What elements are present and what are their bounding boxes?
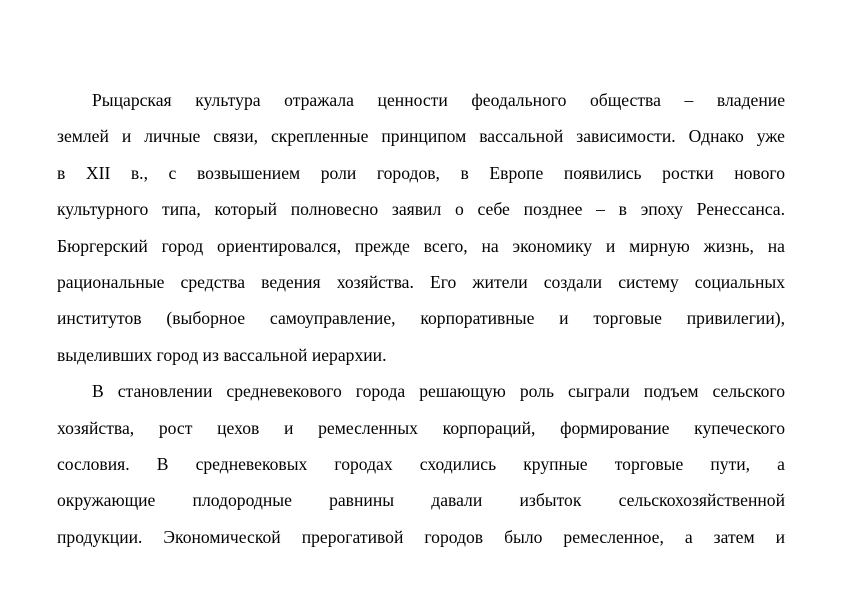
text-line: В становлении средневекового города решающую роль сыграли подъем сельского <box>92 381 785 402</box>
text-line: хозяйства, рост цехов и ремесленных корпораций, формирование купеческого <box>57 417 785 438</box>
text-line: выделивших город из вассальной иерархии. <box>57 344 387 365</box>
text-line: землей и личные связи, скрепленные принципом вассальной зависимости. Однако уже <box>57 126 785 147</box>
text-line: культурного типа, который полновесно заявил о себе позднее – в эпоху Ренессанса. <box>57 199 785 220</box>
text-line: рациональные средства ведения хозяйства. Его жители создали систему социальных <box>57 271 785 292</box>
text-line: в XII в., с возвышением роли городов, в Европе появились ростки нового <box>57 162 785 183</box>
text-line: окружающие плодородные равнины давали избыток сельскохозяйственной <box>57 490 785 511</box>
text-line: Рыцарская культура отражала ценности феодального общества – владение <box>92 90 785 110</box>
text-line: институтов (выборное самоуправление, корпоративные и торговые привилегии), <box>57 308 785 329</box>
text-line: сословия. В средневековых городах сходились крупные торговые пути, а <box>57 453 785 474</box>
text-line: продукции. Экономической прерогативой городов было ремесленное, а затем и <box>57 526 785 547</box>
document-body <box>57 82 785 555</box>
text-line: Бюргерский город ориентировался, прежде всего, на экономику и мирную жизнь, на <box>57 235 785 256</box>
